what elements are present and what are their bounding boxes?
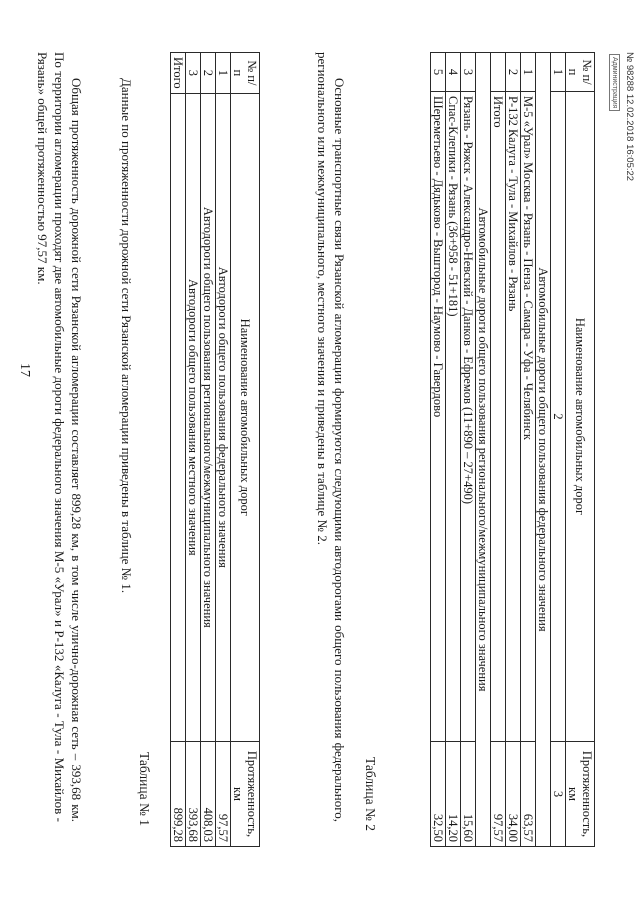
header-length: Протяженность, км	[231, 742, 260, 847]
cell-num: 3	[461, 53, 476, 92]
cell-name: Рязань - Ряжск - Александро-Невский - Данков - Ефремов (11+890 – 27+490)	[461, 92, 476, 742]
cell-name: М-5 «Урал» Москва - Рязань - Пенза - Самара - Уфа - Челябинск	[521, 92, 536, 742]
table-row	[431, 53, 446, 847]
cell-num: 5	[431, 53, 446, 92]
table1-reference-paragraph: Данные по протяженности дорожной сети Рязанской агломерации приведены в таблице № 1.	[119, 78, 134, 594]
table-header-row	[231, 53, 260, 847]
cell-name: Шереметьево - Дядьково - Выштород - Наумово - Гавердово	[431, 92, 446, 742]
cell-name: Автодороги общего пользования регионального/межмуниципального значения	[201, 93, 216, 741]
header-num: № п/п	[566, 53, 595, 92]
table-total-row	[491, 53, 506, 847]
cell-length: 393,68	[186, 742, 201, 847]
cell-length: 14,20	[446, 742, 461, 847]
intro-paragraph: Общая протяженность дорожной сети Рязанской агломерации составляет 899,28 км, в том числе улично-дорожная сеть – 393,68 км. По территории агломерации проходят две автомобильные дороги федерального значения М-5 «Урал» и Р-132 «Калуга - Тула - Михайлов - Рязань» общей протяженностью 97,57 км.	[35, 52, 84, 822]
header-length: Протяженность, км	[566, 742, 595, 847]
section-regional: Автомобильные дороги общего пользования регионального/межмуниципального значения	[476, 53, 491, 847]
table-row	[201, 53, 216, 847]
total-empty	[171, 93, 186, 741]
cell-name: Р-132 Калуга - Тула - Михайлов - Рязань	[506, 92, 521, 742]
table2-reference-paragraph: Основные транспортные связи Рязанской агломерации формируются следующими автодорогами общего пользования федерального, регионального или межмуниципального, местного значения и приведены в таблице № 2.	[315, 52, 347, 822]
table-row	[506, 53, 521, 847]
cell-num: 2	[201, 53, 216, 94]
table-row	[446, 53, 461, 847]
table-header-row	[566, 53, 595, 847]
cell-length: 97,57	[216, 742, 231, 847]
table-row	[186, 53, 201, 847]
cell-length: 32,50	[431, 742, 446, 847]
table-row	[216, 53, 231, 847]
cell-length: 34,00	[506, 742, 521, 847]
cell-num: 1	[521, 53, 536, 92]
total-length: 899,28	[171, 742, 186, 847]
cell-num: 3	[186, 53, 201, 94]
table-total-row	[171, 53, 186, 847]
main-roads-table	[430, 52, 595, 847]
stamp-logo: Администрация	[609, 54, 620, 111]
cell-length: 408,03	[201, 742, 216, 847]
col-number-2: 2	[551, 92, 566, 742]
table-row	[461, 53, 476, 847]
col-number-3: 3	[551, 742, 566, 847]
cell-name: Автодороги общего пользования местного значения	[186, 93, 201, 741]
cell-length: 15,60	[461, 742, 476, 847]
table-row	[521, 53, 536, 847]
column-number-row	[551, 53, 566, 847]
table2-caption: Таблица № 2	[363, 757, 378, 831]
road-length-table	[170, 52, 260, 847]
registration-stamp: № 98288 12.02.2018 16:05:22	[624, 52, 635, 182]
section-row	[536, 53, 551, 847]
cell-name: Автодороги общего пользования федерального значения	[216, 93, 231, 741]
table1-caption: Таблица № 1	[137, 752, 152, 826]
cell-length: 63,57	[521, 742, 536, 847]
page-number: 17	[17, 363, 32, 377]
total-length: 97,57	[491, 742, 506, 847]
col-number-1: 1	[551, 53, 566, 92]
cell-num: 2	[506, 53, 521, 92]
cell-name: Спас-Клепики - Рязань (36+958 - 51+181)	[446, 92, 461, 742]
cell-num: 4	[446, 53, 461, 92]
total-label: Итого	[491, 92, 506, 742]
total-label: Итого	[171, 53, 186, 94]
header-name: Наименование автомобильных дорог	[566, 92, 595, 742]
header-name: Наименование автомобильных дорог	[231, 93, 260, 741]
section-federal: Автомобильные дороги общего пользования федерального значения	[536, 53, 551, 847]
header-num: № п/п	[231, 53, 260, 94]
cell-num: 1	[216, 53, 231, 94]
total-empty	[491, 53, 506, 92]
section-row	[476, 53, 491, 847]
